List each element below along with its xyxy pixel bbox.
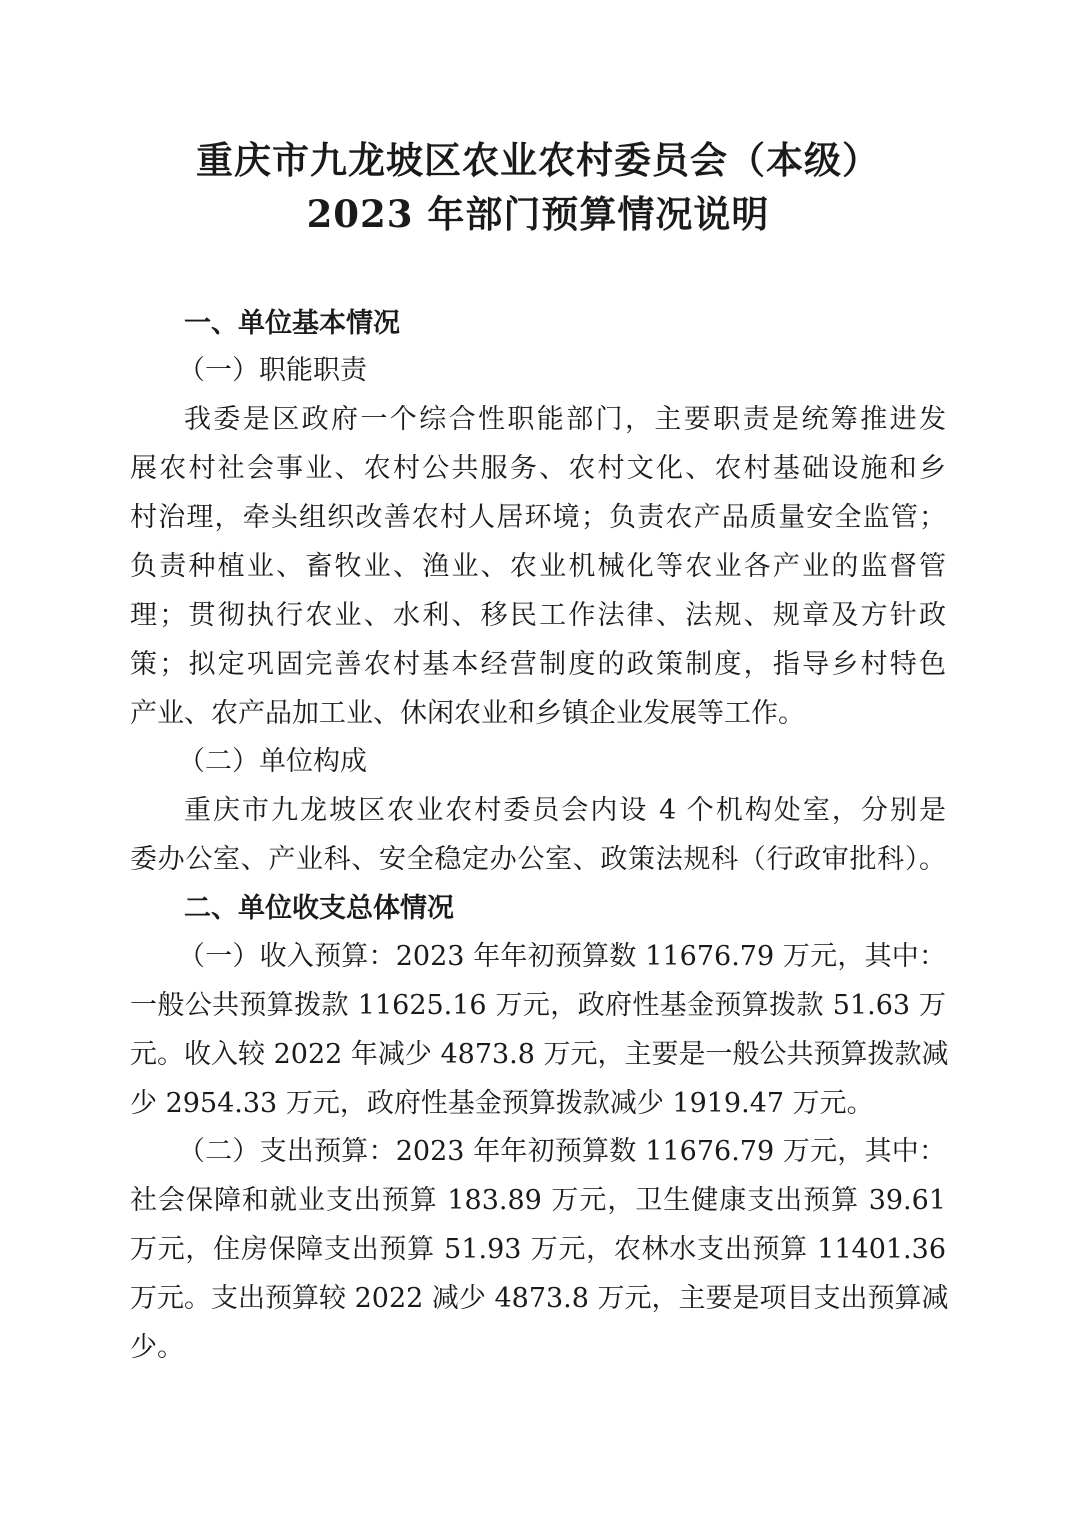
sub1-heading: （一）职能职责 [178, 355, 367, 386]
expense-line: （二）支出预算：2023 年年初预算数 11676.79 万元，其中： [178, 1136, 946, 1167]
document-title-line1: 重庆市九龙坡区农业农村委员会（本级） [196, 138, 880, 182]
paragraph-line: 负责种植业、畜牧业、渔业、农业机械化等农业各产业的监督管 [130, 551, 946, 582]
document-title-line2: 2023 年部门预算情况说明 [306, 192, 770, 236]
paragraph-line: 我委是区政府一个综合性职能部门，主要职责是统筹推进发 [184, 404, 946, 435]
paragraph-line: 重庆市九龙坡区农业农村委员会内设 4 个机构处室，分别是 [184, 795, 946, 826]
paragraph-line: 产业、农产品加工业、休闲农业和乡镇企业发展等工作。 [130, 698, 805, 729]
expense-line: 社会保障和就业支出预算 183.89 万元，卫生健康支出预算 39.61 [130, 1185, 946, 1216]
income-line: （一）收入预算：2023 年年初预算数 11676.79 万元，其中： [178, 941, 946, 972]
income-line: 一般公共预算拨款 11625.16 万元，政府性基金预算拨款 51.63 万 [130, 990, 946, 1021]
paragraph-line: 策；拟定巩固完善农村基本经营制度的政策制度，指导乡村特色 [130, 649, 946, 680]
paragraph-line: 委办公室、产业科、安全稳定办公室、政策法规科（行政审批科）。 [130, 844, 946, 875]
sub2-heading: （二）单位构成 [178, 746, 367, 777]
section1-heading: 一、单位基本情况 [184, 308, 400, 339]
income-line: 元。收入较 2022 年减少 4873.8 万元，主要是一般公共预算拨款减 [130, 1039, 949, 1070]
paragraph-line: 村治理，牵头组织改善农村人居环境；负责农产品质量安全监管； [130, 502, 946, 533]
section2-heading: 二、单位收支总体情况 [184, 893, 454, 924]
income-line: 少 2954.33 万元，政府性基金预算拨款减少 1919.47 万元。 [130, 1088, 874, 1119]
expense-line: 万元，住房保障支出预算 51.93 万元，农林水支出预算 11401.36 [130, 1234, 946, 1265]
paragraph-line: 展农村社会事业、农村公共服务、农村文化、农村基础设施和乡 [130, 453, 946, 484]
paragraph-line: 理；贯彻执行农业、水利、移民工作法律、法规、规章及方针政 [130, 600, 946, 631]
expense-line: 万元。支出预算较 2022 减少 4873.8 万元，主要是项目支出预算减 [130, 1283, 949, 1314]
expense-line: 少。 [130, 1332, 184, 1363]
